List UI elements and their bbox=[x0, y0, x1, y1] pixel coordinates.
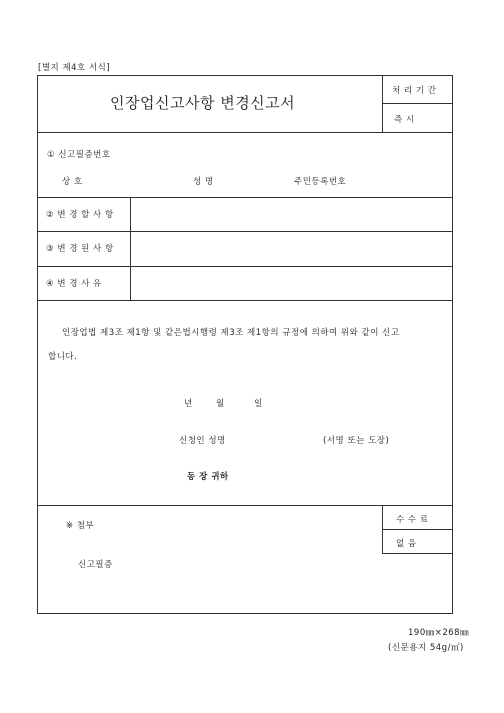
fee-value: 없 음 bbox=[396, 539, 417, 549]
change-item-label: ② 변 경 할 사 항 bbox=[46, 210, 114, 220]
changed-item-label: ③ 변 경 된 사 항 bbox=[46, 244, 114, 254]
processing-period-label: 처 리 기 간 bbox=[392, 86, 437, 96]
changed-item-field[interactable] bbox=[131, 232, 452, 266]
statement-line-2: 합니다. bbox=[48, 352, 78, 362]
change-item-field[interactable] bbox=[131, 198, 452, 231]
attachment-item: 신고필증 bbox=[78, 560, 113, 570]
resident-number-label: 주민등록번호 bbox=[294, 177, 347, 187]
paper-note: (신문용지 54g/㎡) bbox=[388, 643, 464, 653]
date-month: 월 bbox=[216, 399, 225, 409]
signature-note: (서명 또는 도장) bbox=[323, 436, 390, 446]
fee-label: 수 수 료 bbox=[396, 515, 429, 525]
applicant-label: 신청인 성명 bbox=[179, 436, 226, 446]
attachment-label: ※ 첨부 bbox=[66, 521, 95, 531]
recipient: 동 장 귀하 bbox=[187, 472, 229, 482]
change-reason-label: ④ 변 경 사 유 bbox=[46, 279, 102, 289]
processing-period-value: 즉 시 bbox=[394, 115, 415, 125]
owner-name-label: 성 명 bbox=[193, 177, 214, 187]
date-day: 일 bbox=[254, 399, 263, 409]
form-title: 인장업신고사항 변경신고서 bbox=[110, 94, 296, 112]
statement-line-1: 인장업법 제3조 제1항 및 같은법시행령 제3조 제1항의 규정에 의하여 위와 같이 신고 bbox=[62, 328, 400, 338]
date-year: 년 bbox=[184, 399, 193, 409]
paper-size: 190㎜×268㎜ bbox=[408, 628, 470, 638]
form-label: [별지 제4호 서식] bbox=[38, 63, 111, 73]
trade-name-label: 상 호 bbox=[62, 177, 83, 187]
change-reason-field[interactable] bbox=[131, 267, 452, 300]
license-number-label: ① 신고필증번호 bbox=[47, 150, 111, 160]
